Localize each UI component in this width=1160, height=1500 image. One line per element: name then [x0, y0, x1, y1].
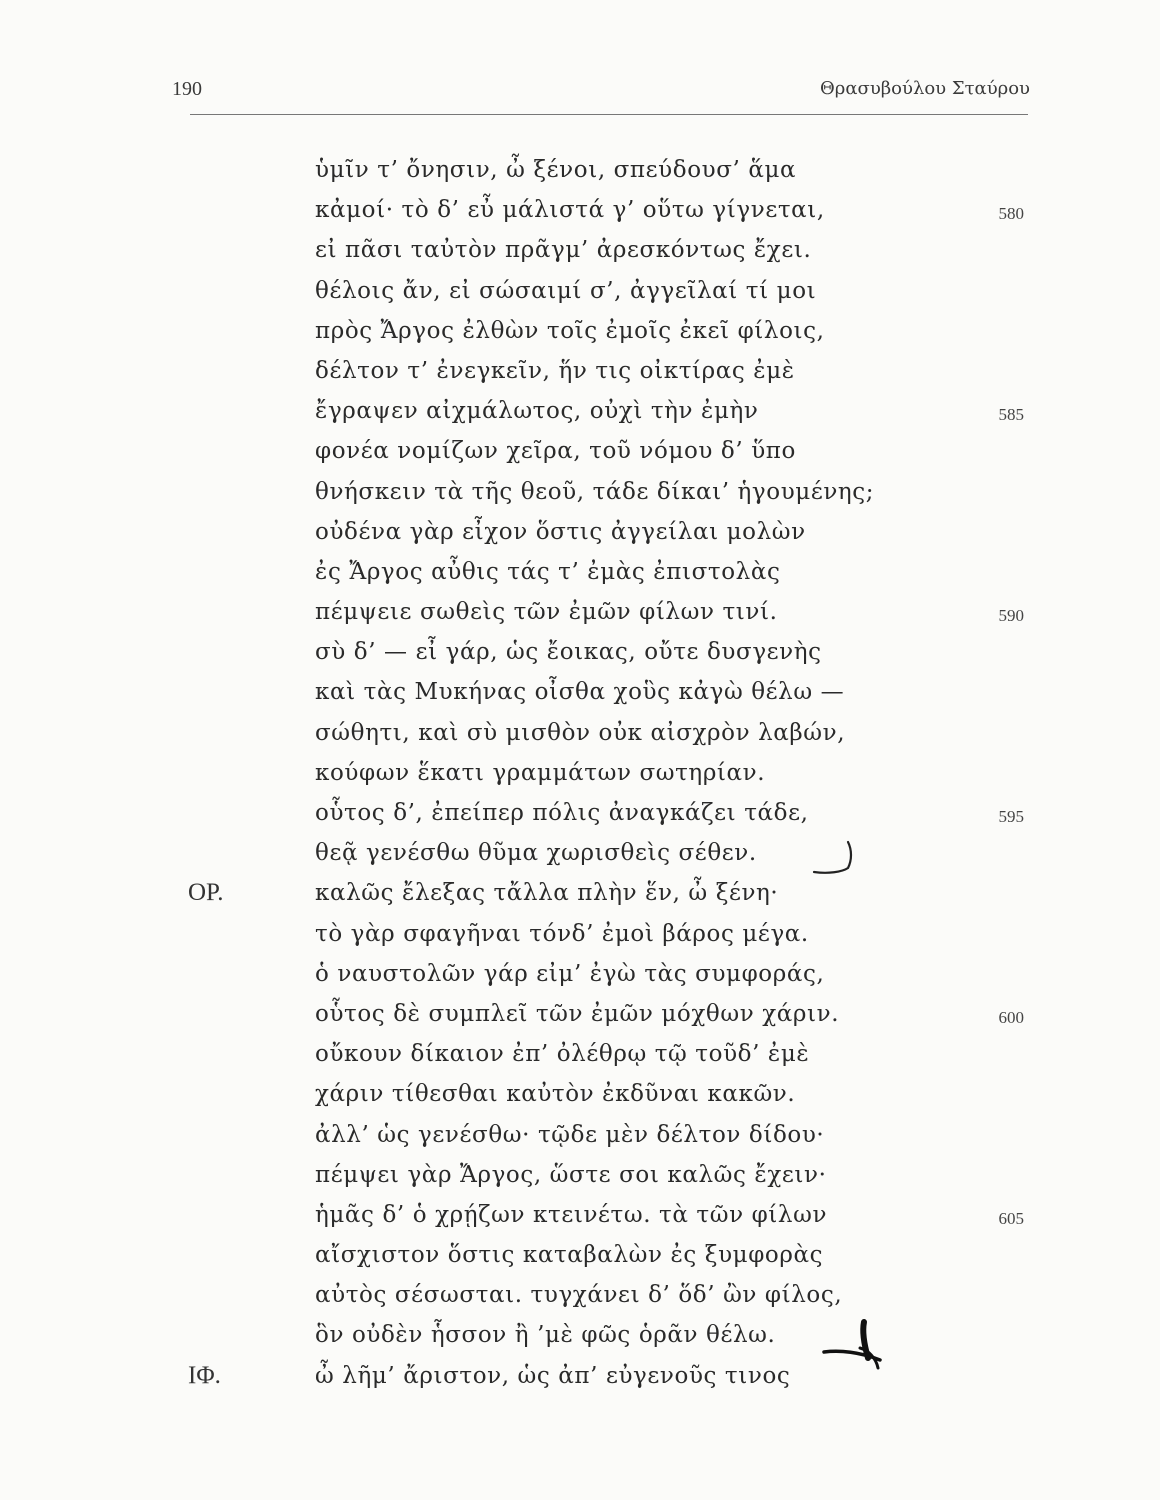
verse-line [0, 431, 1160, 471]
verse-text-line: χάριν τίθεσθαι καὐτὸν ἐκδῦναι κακῶν. [315, 1081, 796, 1108]
line-number: 585 [998, 405, 1024, 425]
running-head: Θρασυβούλου Σταύρου [820, 78, 1030, 99]
verse-text-line: αὐτὸς σέσωσται. τυγχάνει δ’ ὅδ’ ὢν φίλος, [315, 1282, 843, 1309]
verse-line [0, 1115, 1160, 1155]
verse-line [0, 271, 1160, 311]
verse-line [0, 351, 1160, 391]
verse-text-line: κἀμοί· τὸ δ’ εὖ μάλιστά γ’ οὕτω γίγνεται, [315, 197, 825, 224]
verse-text [0, 150, 1160, 1396]
speaker-label: ΙΦ. [188, 1361, 221, 1389]
verse-line [0, 472, 1160, 512]
verse-text-line: σὺ δ’ — εἶ γάρ, ὡς ἔοικας, οὔτε δυσγενὴς [315, 639, 822, 666]
verse-line [0, 1155, 1160, 1195]
verse-line [0, 1074, 1160, 1114]
verse-line [0, 391, 1160, 431]
verse-text-line: οὗτος δ’, ἐπείπερ πόλις ἀναγκάζει τάδε, [315, 800, 809, 826]
verse-text-line: καὶ τὰς Μυκήνας οἶσθα χοὓς κἀγὼ θέλω — [315, 679, 845, 706]
verse-line [0, 311, 1160, 351]
verse-line [0, 552, 1160, 592]
verse-line [0, 672, 1160, 712]
speaker-label: ΟΡ. [188, 879, 224, 907]
verse-line [0, 1315, 1160, 1355]
verse-text-line: θεᾷ γενέσθω θῦμα χωρισθεὶς σέθεν. [315, 840, 757, 867]
verse-text-line: αἴσχιστον ὅστις καταβαλὼν ἐς ξυμφορὰς [315, 1242, 824, 1269]
verse-text-line: ἐς Ἄργος αὖθις τάς τ’ ἐμὰς ἐπιστολὰς [315, 558, 781, 585]
line-number: 590 [998, 606, 1024, 626]
page-number: 190 [172, 78, 202, 100]
verse-text-line: σώθητι, καὶ σὺ μισθὸν οὐκ αἰσχρὸν λαβών, [315, 719, 846, 746]
verse-text-line: ἀλλ’ ὡς γενέσθω· τῷδε μὲν δέλτον δίδου· [315, 1121, 825, 1148]
verse-line [0, 1034, 1160, 1074]
verse-text-line: ἔγραψεν αἰχμάλωτος, οὐχὶ τὴν ἐμὴν [315, 398, 759, 425]
verse-line [0, 190, 1160, 230]
verse-text-line: τὸ γὰρ σφαγῆναι τόνδ’ ἐμοὶ βάρος μέγα. [315, 920, 809, 947]
verse-line [0, 512, 1160, 552]
verse-text-line: ὁ ναυστολῶν γάρ εἰμ’ ἐγὼ τὰς συμφοράς, [315, 960, 825, 987]
line-number: 600 [998, 1007, 1024, 1027]
verse-text-line: οὔκουν δίκαιον ἐπ’ ὀλέθρῳ τῷ τοῦδ’ ἐμὲ [315, 1041, 810, 1068]
verse-line [0, 914, 1160, 954]
verse-line [0, 713, 1160, 753]
page-header [172, 78, 1030, 112]
verse-text-line: οὗτος δὲ συμπλεῖ τῶν ἐμῶν μόχθων χάριν. [315, 1000, 840, 1027]
verse-line [0, 793, 1160, 833]
verse-line [0, 873, 1160, 913]
line-number: 595 [998, 807, 1024, 826]
verse-line [0, 1275, 1160, 1315]
verse-text-line: ἡμᾶς δ’ ὁ χρῄζων κτεινέτω. τὰ τῶν φίλων [315, 1201, 828, 1228]
verse-text-line: δέλτον τ’ ἐνεγκεῖν, ἥν τις οἰκτίρας ἐμὲ [315, 357, 795, 384]
verse-text-line: πρὸς Ἄργος ἐλθὼν τοῖς ἐμοῖς ἐκεῖ φίλοις, [315, 317, 825, 344]
verse-line [0, 994, 1160, 1034]
verse-text-line: οὐδένα γὰρ εἶχον ὅστις ἀγγείλαι μολὼν [315, 518, 806, 545]
verse-line [0, 230, 1160, 270]
verse-text-line: καλῶς ἔλεξας τἄλλα πλὴν ἕν, ὦ ξένη· [315, 880, 779, 907]
verse-line [0, 592, 1160, 632]
verse-line [0, 833, 1160, 873]
verse-text-line: εἰ πᾶσι ταὐτὸν πρᾶγμ’ ἀρεσκόντως ἔχει. [315, 237, 812, 264]
verse-text-line: πέμψειε σωθεὶς τῶν ἐμῶν φίλων τινί. [315, 599, 778, 626]
line-number: 605 [998, 1208, 1024, 1228]
line-number: 580 [998, 204, 1024, 224]
verse-line [0, 753, 1160, 793]
verse-line [0, 1356, 1160, 1396]
verse-text-line: φονέα νομίζων χεῖρα, τοῦ νόμου δ’ ὕπο [315, 438, 796, 465]
verse-text-line: ὦ λῆμ’ ἄριστον, ὡς ἀπ’ εὐγενοῦς τινος [315, 1362, 791, 1389]
header-rule [190, 114, 1028, 115]
verse-text-line: θνήσκειν τὰ τῆς θεοῦ, τάδε δίκαι’ ἡγουμένης; [315, 478, 875, 505]
verse-line [0, 1235, 1160, 1275]
verse-text-line: πέμψει γὰρ Ἄργος, ὥστε σοι καλῶς ἔχειν· [315, 1161, 827, 1188]
verse-text-line: ὃν οὐδὲν ἧσσον ἢ ’μὲ φῶς ὁρᾶν θέλω. [315, 1322, 776, 1349]
verse-text-line: θέλοις ἄν, εἰ σώσαιμί σ’, ἀγγεῖλαί τί μοι [315, 277, 817, 304]
verse-line [0, 632, 1160, 672]
verse-line [0, 150, 1160, 190]
verse-line [0, 1195, 1160, 1235]
verse-text-line: κούφων ἕκατι γραμμάτων σωτηρίαν. [315, 759, 766, 786]
verse-line [0, 954, 1160, 994]
verse-text-line: ὑμῖν τ’ ὄνησιν, ὦ ξένοι, σπεύδουσ’ ἅμα [315, 157, 797, 183]
